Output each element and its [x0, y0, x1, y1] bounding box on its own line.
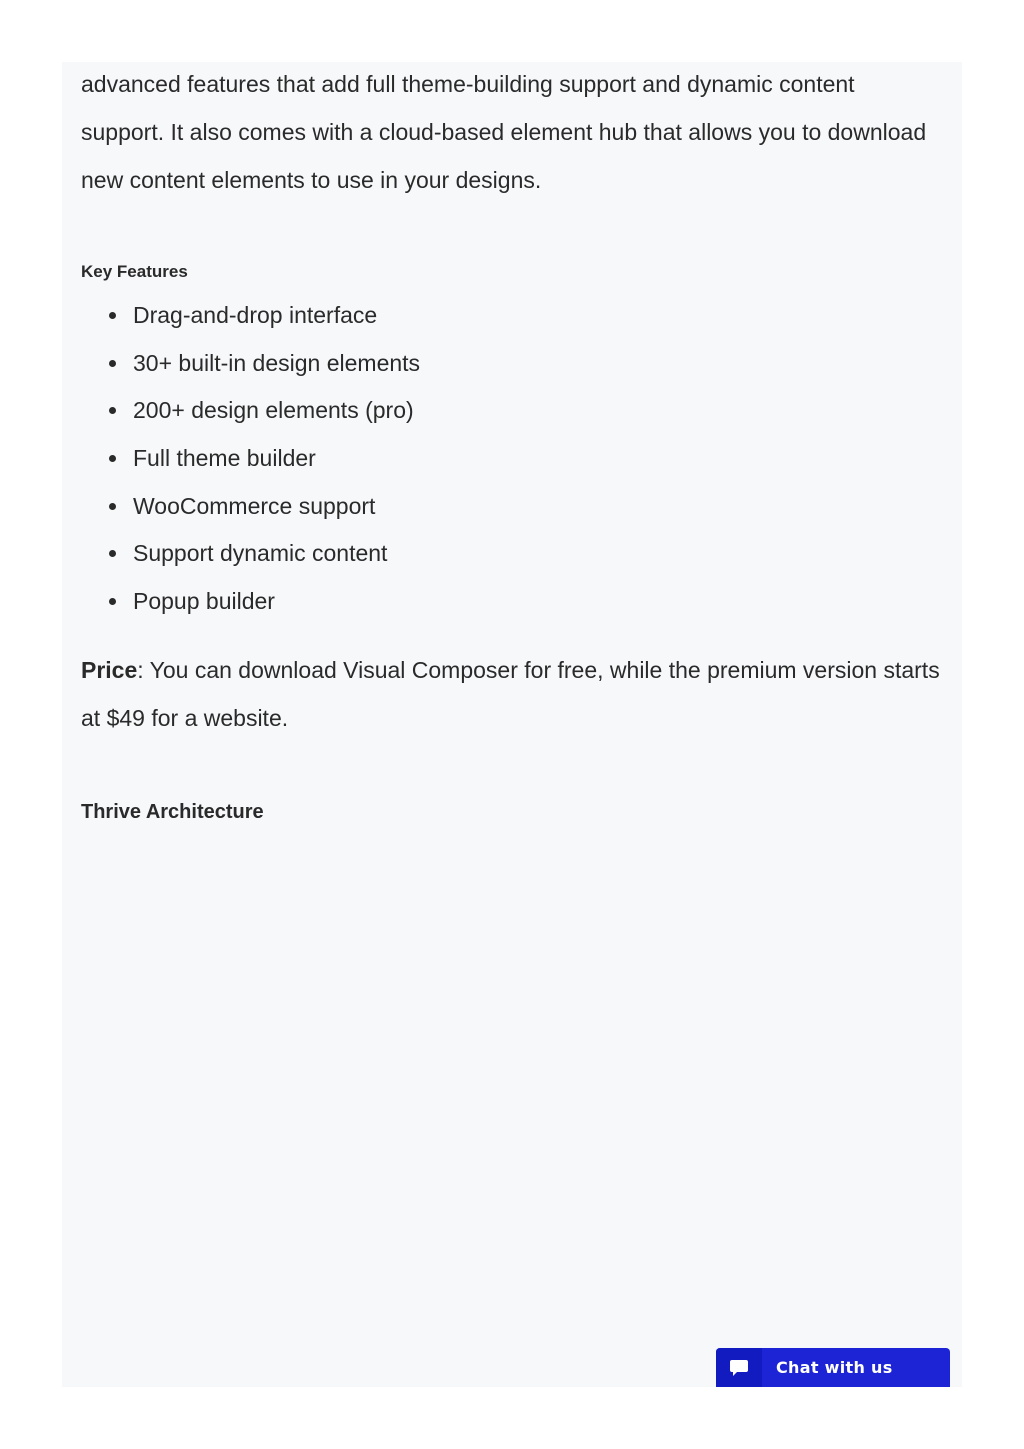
list-item: Drag-and-drop interface — [133, 292, 420, 340]
features-list — [81, 292, 420, 626]
list-item: Popup builder — [133, 578, 420, 626]
list-item: 30+ built-in design elements — [133, 340, 420, 388]
chat-with-us-button[interactable] — [716, 1348, 950, 1387]
list-item: WooCommerce support — [133, 483, 420, 531]
intro-paragraph: advanced features that add full theme-building support and dynamic content support. It also comes with a cloud-based element hub that allows you to download new content elements to use in your designs. — [81, 71, 927, 193]
price-paragraph — [81, 646, 951, 742]
list-item: Support dynamic content — [133, 530, 420, 578]
price-text: : You can download Visual Composer for free, while the premium version starts at $49 for a website. — [81, 657, 940, 731]
key-features-heading: Key Features — [81, 262, 188, 281]
list-item: Full theme builder — [133, 435, 420, 483]
chat-bubble-icon[interactable] — [716, 1348, 762, 1387]
thrive-architecture-heading: Thrive Architecture — [81, 801, 264, 823]
chat-label[interactable]: Chat with us — [776, 1358, 893, 1377]
price-label: Price — [81, 657, 138, 683]
list-item: 200+ design elements (pro) — [133, 387, 420, 435]
